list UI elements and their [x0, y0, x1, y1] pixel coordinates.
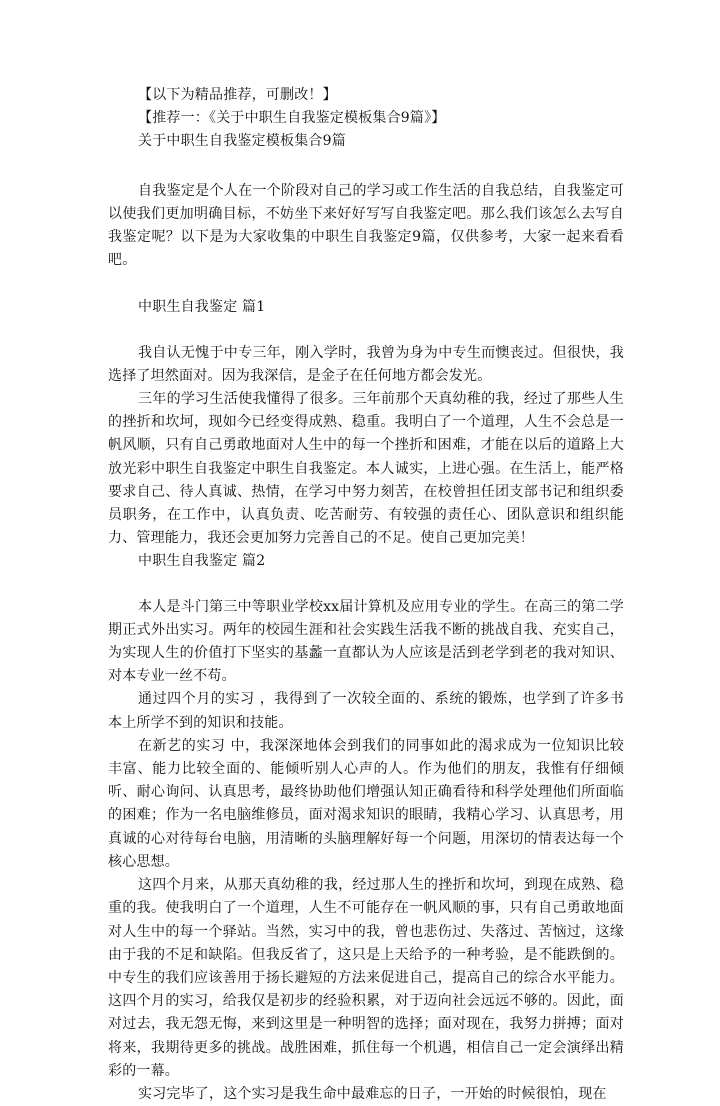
paragraph: 我自认无愧于中专三年，刚入学时，我曾为身为中专生而懊丧过。但很快，我选择了坦然面对。因为我深信，是金子在任何地方都会发光。	[108, 344, 624, 384]
paragraph: 本人是斗门第三中等职业学校xx届计算机及应用专业的学生。在高三的第二学期正式外出实习。两年的校园生涯和社会实践生活我不断的挑战自我、充实自己，为实现人生的价值打下坚实的基蠡一直都认为人应该是活到老学到老的我对知识、对本专业一丝不苟。	[108, 598, 624, 685]
spacer	[108, 574, 624, 596]
section-heading-1: 中职生自我鉴定 篇1	[138, 299, 266, 316]
document-content	[108, 84, 624, 1106]
section-heading-2: 中职生自我鉴定 篇2	[138, 553, 266, 570]
recommend-title: 【推荐一：《关于中职生自我鉴定模板集合9篇》】	[138, 110, 446, 127]
paragraph: 三年的学习生活使我懂得了很多。三年前那个天真幼稚的我，经过了那些人生的挫折和坎坷，现如今已经变得成熟、稳重。我明白了一个道理，人生不会总是一帆风顺，只有自己勇敢地面对人生中的每一个挫折和困难，才能在以后的道路上大放光彩中职生自我鉴定中职生自我鉴定。本人诚实，上进心强。在生活上，能严格要求自己、待人真诚、热情，在学习中努力刻苦，在校曾担任团支部书记和组织委员职务，在工作中，认真负责、吃苦耐劳、有较强的责任心、团队意识和组织能力、管理能力，我还会更加努力完善自己的不足。使自己更加完美！	[108, 391, 624, 547]
recommend-note: 【以下为精品推荐，可删改！】	[138, 87, 337, 103]
spacer	[108, 272, 624, 296]
document-title: 关于中职生自我鉴定模板集合9篇	[138, 133, 346, 150]
paragraph: 通过四个月的实习 ，我得到了一次较全面的、系统的锻炼，也学到了许多书本上所学不到的知识和技能。	[108, 691, 624, 731]
spacer	[108, 320, 624, 342]
paragraph: 实习完毕了，这个实习是我生命中最难忘的日子，一开始的时候很怕，现在	[138, 1085, 607, 1102]
spacer	[108, 154, 624, 180]
intro-paragraph: 自我鉴定是个人在一个阶段对自己的学习或工作生活的自我总结，自我鉴定可以使我们更加明确目标，不妨坐下来好好写写自我鉴定吧。那么我们该怎么去写自我鉴定呢？以下是为大家收集的中职生自我鉴定9篇，仅供参考，大家一起来看看吧。	[108, 182, 624, 269]
paragraph: 这四个月来，从那天真幼稚的我，经过那人生的挫折和坎坷，到现在成熟、稳重的我。使我明白了一个道理，人生不可能存在一帆风顺的事，只有自己勇敢地面对人生中的每一个驿站。当然，实习中的我，曾也悲伤过、失落过、苦恼过，这缘由于我的不足和缺陷。但我反省了，这只是上天给予的一种考验，是不能跌倒的。中专生的我们应该善用于扬长避短的方法来促进自己，提高自己的综合水平能力。这四个月的实习，给我仅是初步的经验积累，对于迈向社会远远不够的。因此，面对过去，我无怨无悔，来到这里是一种明智的选择；面对现在，我努力拼搏；面对将来，我期待更多的挑战。战胜困难，抓住每一个机遇，相信自己一定会演绎出精彩的一幕。	[108, 877, 624, 1079]
paragraph: 在新艺的实习 中，我深深地体会到我们的同事如此的渴求成为一位知识比较丰富、能力比较全面的、能倾听别人心声的人。作为他们的朋友，我惟有仔细倾听、耐心询问、认真思考，最终协助他们增强认知正确看待和科学处理他们所面临的困难；作为一名电脑维修员，面对渴求知识的眼睛，我精心学习、认真思考，用真诚的心对待每台电脑，用清晰的头脑理解好每一个问题，用深切的情表达每一个核心思想。	[108, 737, 624, 870]
